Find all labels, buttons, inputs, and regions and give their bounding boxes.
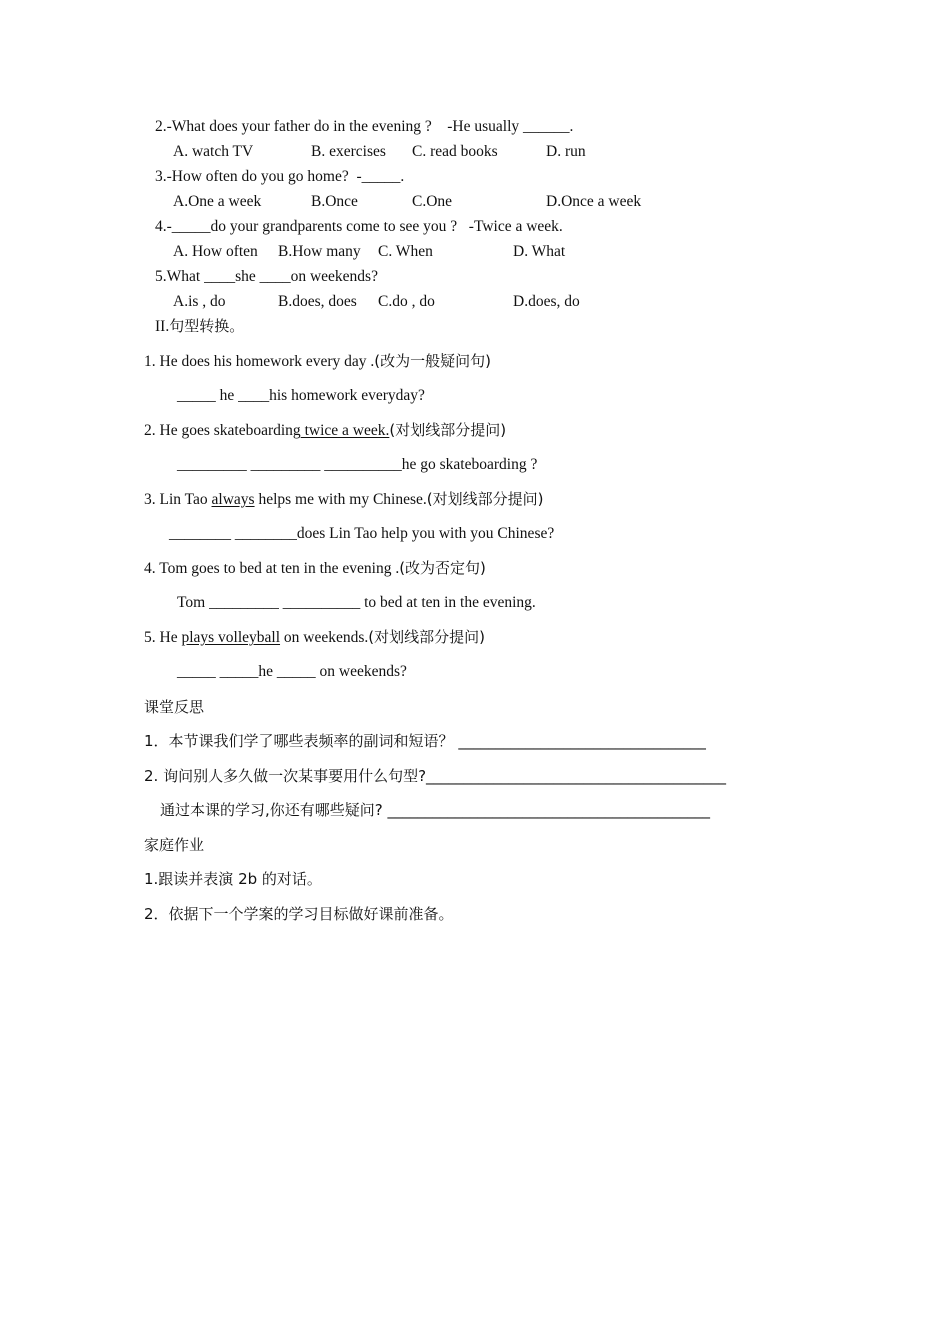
options-4 (173, 243, 565, 261)
instruction: (改为否定句) (399, 559, 486, 577)
options-5 (173, 293, 580, 311)
option-c: C.do , do (378, 293, 435, 310)
homework-heading: 家庭作业 (144, 836, 205, 854)
option-d: D. run (546, 143, 586, 160)
question-3: 3.-How often do you go home? -_____. (155, 168, 405, 185)
transform-item-3 (144, 490, 543, 509)
question-4: 4.-_____do your grandparents come to see you ? -Twice a week. (155, 218, 563, 235)
transform-item-2 (144, 421, 506, 440)
option-b: B.does, does (278, 293, 357, 310)
heading-prefix: II. (155, 318, 170, 335)
option-c: C.One (412, 193, 453, 210)
option-d: D. What (513, 243, 566, 260)
sentence: 1. He does his homework every day . (144, 353, 375, 370)
reflection-item-2: 2. 询问别人多久做一次某事要用什么句型?________________________________________ (144, 767, 727, 785)
reflection-heading: 课堂反思 (144, 698, 205, 716)
instruction: (对划线部分提问) (426, 490, 544, 508)
reflection-item-1: 1．本节课我们学了哪些表频率的副词和短语？ _________________________________ (144, 732, 706, 750)
sentence: 2. He goes skateboarding (144, 422, 301, 439)
answer-line-5: _____ _____he _____ on weekends? (177, 663, 407, 680)
answer-line-3: ________ ________does Lin Tao help you with you Chinese? (169, 525, 555, 542)
underlined-part: plays volleyball (181, 629, 281, 646)
option-d: D.Once a week (546, 193, 642, 210)
option-a: A. How often (173, 243, 258, 260)
instruction: (对划线部分提问) (368, 628, 485, 646)
answer-line-4: Tom _________ __________ to bed at ten in the evening. (177, 594, 536, 611)
heading-text: 句型转换。 (169, 317, 245, 335)
homework-item-2: 2．依据下一个学案的学习目标做好课前准备。 (144, 905, 454, 923)
options-2 (173, 143, 586, 161)
answer-line-1: _____ he ____his homework everyday? (177, 387, 425, 404)
transform-item-4 (144, 559, 486, 578)
sentence-end: on weekends. (280, 629, 369, 646)
options-3 (173, 193, 641, 211)
option-a: A. watch TV (173, 143, 254, 160)
option-b: B.Once (311, 193, 358, 210)
option-c: C. read books (412, 143, 498, 160)
option-c: C. When (378, 243, 433, 260)
section-heading-transform (155, 317, 244, 336)
instruction: (改为一般疑问句) (374, 352, 492, 370)
option-a: A.is , do (173, 293, 226, 310)
question-2: 2.-What does your father do in the evening ? -He usually ______. (155, 118, 574, 135)
option-d: D.does, do (513, 293, 580, 310)
sentence: 5. He (144, 629, 182, 646)
option-b: B.How many (278, 243, 361, 260)
instruction: (对划线部分提问) (389, 421, 507, 439)
homework-item-1: 1.跟读并表演 2b 的对话。 (144, 870, 322, 888)
sentence: 4. Tom goes to bed at ten in the evening . (144, 560, 400, 577)
answer-line-2: _________ _________ __________he go skateboarding ? (177, 456, 538, 473)
question-5: 5.What ____she ____on weekends? (155, 268, 378, 285)
transform-item-1 (144, 352, 491, 371)
transform-item-5 (144, 628, 485, 647)
sentence-end: helps me with my Chinese. (254, 491, 427, 508)
reflection-item-3: 通过本课的学习,你还有哪些疑问? ___________________________________________ (160, 801, 710, 819)
option-b: B. exercises (311, 143, 386, 160)
sentence: 3. Lin Tao (144, 491, 212, 508)
underlined-part: always (211, 491, 255, 508)
option-a: A.One a week (173, 193, 262, 210)
underlined-part: twice a week. (300, 422, 390, 439)
